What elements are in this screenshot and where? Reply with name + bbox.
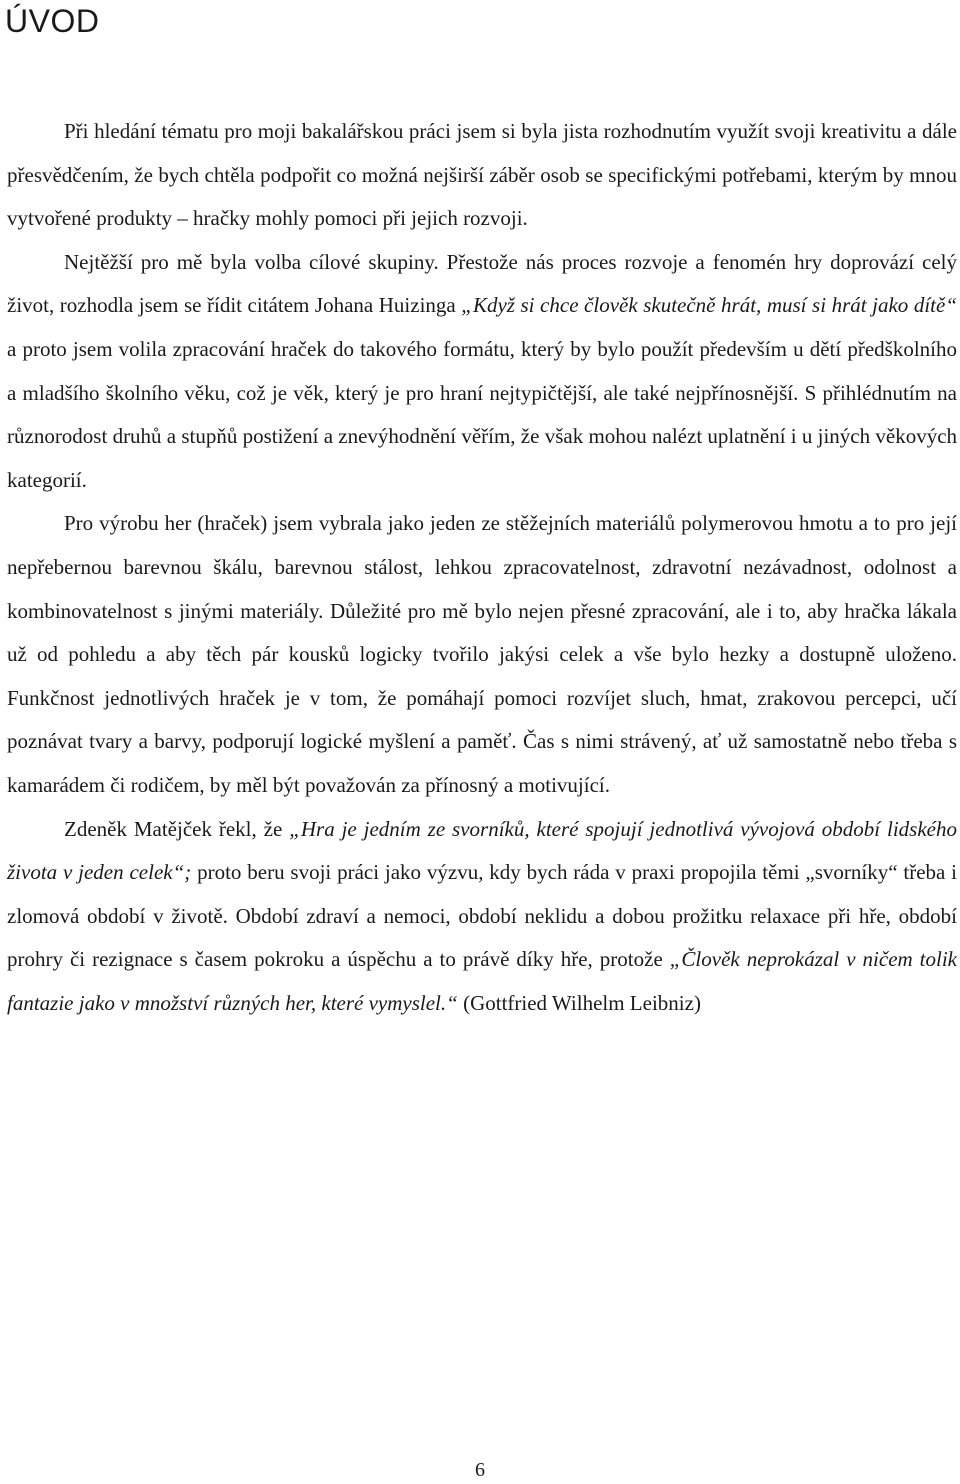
paragraph-3 <box>7 502 957 807</box>
document-body <box>7 110 957 1025</box>
matejcek-quote: „Hra je jedním ze svorníků, které spojují jednotlivá vývojová období lidského života v jeden celek“; <box>7 816 958 885</box>
paragraph-text: Pro výrobu her (hraček) jsem vybrala jako jeden ze stěžejních materiálů polymerovou hmotu a to pro její nepřebernou barevnou škálu, barevnou stálost, lehkou zpracovatelnost, zdravotní nezávadnost, odolnost a kombinovatelnost s jinými materiály. Důležité pro mě bylo nejen přesné zpracování, ale i to, aby hračka lákala už od pohledu a aby těch pár kousků logicky tvořilo jakýsi celek a vše bylo hezky a dostupně uloženo. Funkčnost jednotlivých hraček je v tom, že pomáhají pomoci rozvíjet sluch, hmat, zrakovou percepci, učí poznávat tvary a barvy, podporují logické myšlení a paměť. Čas s nimi strávený, ať už samostatně nebo třeba s kamarádem či rodičem, by měl být považován za přínosný a motivující. <box>7 511 957 797</box>
paragraph-text: proto beru svoji práci jako výzvu, kdy bych ráda v praxi propojila těmi „svorníky“ třeba i zlomová období v životě. Období zdraví a nemoci, období neklidu a dobou prožitku relaxace při hře, období prohry či rezignace s časem pokroku a úspěchu a to právě díky hře, protože <box>7 860 958 972</box>
paragraph-1 <box>7 110 957 241</box>
paragraph-text: a proto jsem volila zpracování hraček do takového formátu, který by bylo použít především u dětí předškolního a mladšího školního věku, což je věk, který je pro hraní nejtypičtější, ale také nejpřínosnější. S přihlédnutím na různorodost druhů a stupňů postižení a znevýhodnění věřím, že však mohou nalézt uplatnění i u jiných věkových kategorií. <box>7 336 958 492</box>
paragraph-text: Při hledání tématu pro moji bakalářskou práci jsem si byla jista rozhodnutím využít svoji kreativitu a dále přesvědčením, že bych chtěla podpořit co možná nejširší záběr osob se specifickými potřebami, kterým by mnou vytvořené produkty – hračky mohly pomoci při jejich rozvoji. <box>7 119 957 231</box>
page-heading: ÚVOD <box>5 3 100 39</box>
paragraph-text: Zdeněk Matějček řekl, že <box>64 816 290 841</box>
paragraph-text: Nejtěžší pro mě byla volba cílové skupiny. Přestože nás proces rozvoje a fenomén hry doprovází celý život, rozhodla jsem se řídit citátem Johana Huizinga <box>7 249 957 318</box>
paragraph-2 <box>7 241 957 503</box>
page-number: 6 <box>475 1459 485 1481</box>
huizinga-quote: „Když si chce člověk skutečně hrát, musí si hrát jako dítě“ <box>461 293 958 318</box>
paragraph-4 <box>7 808 957 1026</box>
paragraph-text: (Gottfried Wilhelm Leibniz) <box>457 990 701 1015</box>
leibniz-quote: „Člověk neprokázal v ničem tolik fantazie jako v množství různých her, které vymyslel.“ <box>7 947 957 1015</box>
